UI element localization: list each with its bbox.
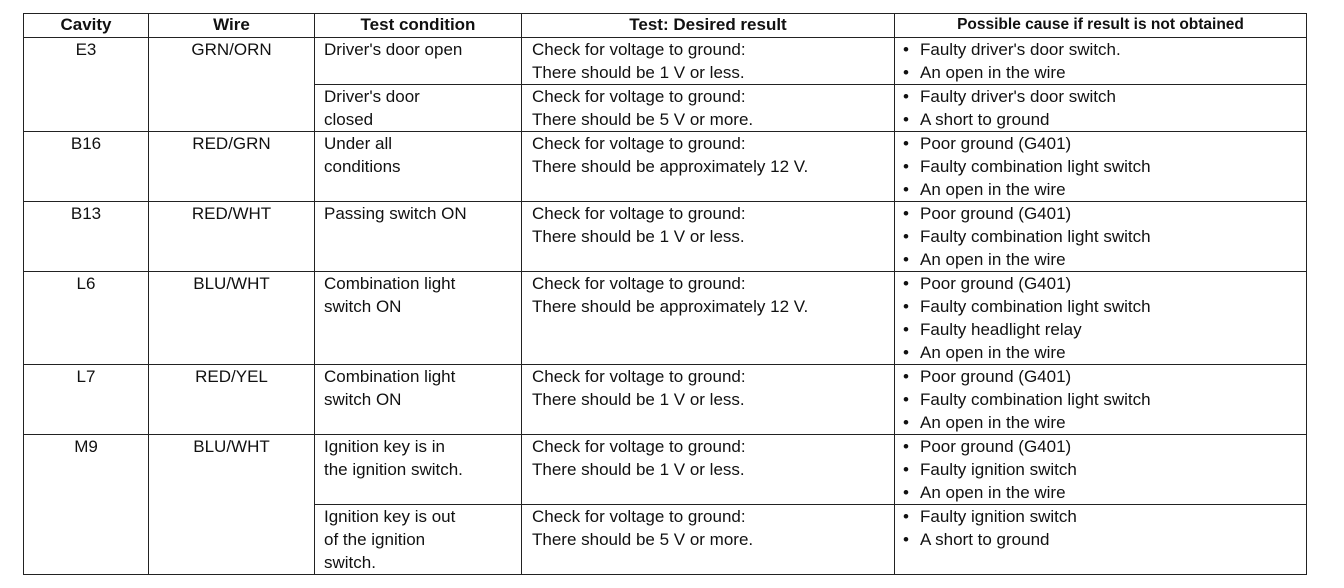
cause-list-item [903,155,1306,178]
bullet-icon: • [903,250,909,269]
bullet-icon: • [903,507,909,526]
bullet-icon: • [903,530,909,549]
test-condition-cell [315,132,522,202]
cause-list-item [903,85,1306,108]
cause-text: A short to ground [920,110,1050,129]
desired-result-cell [522,38,895,85]
wire-value: BLU/WHT [193,437,270,456]
desired-result-line: There should be 1 V or less. [532,63,745,82]
desired-result-cell [522,202,895,272]
cause-list-item [903,411,1306,434]
bullet-icon: • [903,110,909,129]
test-condition-line: Combination light [324,274,456,293]
diagnostic-table [23,13,1307,575]
cause-text: Faulty combination light switch [920,390,1151,409]
cause-list-item [903,365,1306,388]
cavity-value: M9 [74,437,98,456]
cause-list-item [903,225,1306,248]
bullet-icon: • [903,227,909,246]
cause-list-item [903,248,1306,271]
desired-result-cell [522,272,895,365]
bullet-icon: • [903,320,909,339]
possible-cause-cell [895,272,1307,365]
cavity-cell [24,132,149,202]
test-condition-line: switch ON [324,297,402,316]
table-row [24,435,1307,505]
wire-cell [149,435,315,575]
table-row [24,38,1307,85]
wire-value: GRN/ORN [191,40,272,59]
bullet-icon: • [903,157,909,176]
cavity-value: B13 [70,204,102,223]
cause-text: An open in the wire [920,180,1066,199]
possible-cause-cell [895,365,1307,435]
desired-result-line: Check for voltage to ground: [532,40,746,59]
cause-text: Faulty combination light switch [920,227,1151,246]
possible-cause-cell [895,85,1307,132]
header-wire: Wire [149,14,315,38]
test-condition-cell [315,365,522,435]
cause-text: Faulty ignition switch [920,507,1077,526]
bullet-icon: • [903,204,909,223]
cause-text: Poor ground (G401) [920,367,1072,386]
cause-list-item [903,108,1306,131]
cause-list-item [903,388,1306,411]
desired-result-cell [522,85,895,132]
cause-list-item [903,178,1306,201]
test-condition-cell [315,38,522,85]
bullet-icon: • [903,274,909,293]
wire-cell [149,202,315,272]
test-condition-line: the ignition switch. [324,460,463,479]
desired-result-cell [522,132,895,202]
cause-list-item [903,505,1306,528]
header-possible-cause: Possible cause if result is not obtained [895,14,1307,38]
cause-text: An open in the wire [920,483,1066,502]
possible-cause-cell [895,202,1307,272]
test-condition-line: switch ON [324,390,402,409]
test-condition-line: Driver's door open [324,40,463,59]
wire-cell [149,132,315,202]
bullet-icon: • [903,87,909,106]
cause-text: Faulty ignition switch [920,460,1077,479]
cause-list-item [903,61,1306,84]
cause-list-item [903,295,1306,318]
cavity-value: L6 [76,274,96,293]
table-body [24,38,1307,575]
desired-result-line: Check for voltage to ground: [532,507,746,526]
cavity-cell [24,435,149,575]
cause-text: Faulty driver's door switch. [920,40,1121,59]
desired-result-cell [522,435,895,505]
desired-result-cell [522,505,895,575]
cause-text: Poor ground (G401) [920,274,1072,293]
possible-cause-cell [895,505,1307,575]
cause-text: Poor ground (G401) [920,134,1072,153]
cavity-cell [24,202,149,272]
desired-result-line: Check for voltage to ground: [532,204,746,223]
possible-cause-cell [895,132,1307,202]
cause-text: A short to ground [920,530,1050,549]
wire-value: RED/WHT [191,204,272,223]
cause-list-item [903,435,1306,458]
bullet-icon: • [903,63,909,82]
header-test-condition: Test condition [315,14,522,38]
cause-list-item [903,458,1306,481]
test-condition-line: Combination light [324,367,456,386]
possible-cause-cell [895,38,1307,85]
wire-cell [149,272,315,365]
wire-cell [149,365,315,435]
cavity-value: E3 [75,40,97,59]
desired-result-line: There should be 1 V or less. [532,460,745,479]
desired-result-line: There should be approximately 12 V. [532,157,809,176]
table-row [24,132,1307,202]
desired-result-cell [522,365,895,435]
desired-result-line: There should be 1 V or less. [532,227,745,246]
wire-value: RED/GRN [192,134,271,153]
bullet-icon: • [903,297,909,316]
table-row [24,365,1307,435]
cause-text: An open in the wire [920,413,1066,432]
cavity-value: L7 [76,367,96,386]
test-condition-line: Passing switch ON [324,204,467,223]
test-condition-cell [315,505,522,575]
desired-result-line: Check for voltage to ground: [532,134,746,153]
bullet-icon: • [903,40,909,59]
table-row [24,272,1307,365]
test-condition-line: of the ignition [324,530,426,549]
bullet-icon: • [903,134,909,153]
bullet-icon: • [903,343,909,362]
cavity-cell [24,365,149,435]
desired-result-line: Check for voltage to ground: [532,87,746,106]
wire-value: RED/YEL [195,367,268,386]
cause-list-item [903,272,1306,295]
possible-cause-cell [895,435,1307,505]
cause-text: An open in the wire [920,250,1066,269]
test-condition-cell [315,272,522,365]
cause-text: Poor ground (G401) [920,437,1072,456]
test-condition-line: Under all [324,134,393,153]
cause-text: Faulty combination light switch [920,157,1151,176]
table-row [24,202,1307,272]
header-row [24,14,1307,38]
cause-list-item [903,481,1306,504]
test-condition-cell [315,435,522,505]
test-condition-line: conditions [324,157,401,176]
cause-list-item [903,341,1306,364]
test-condition-cell [315,202,522,272]
wire-cell [149,38,315,132]
desired-result-line: Check for voltage to ground: [532,367,746,386]
desired-result-line: There should be 5 V or more. [532,110,754,129]
test-condition-line: Ignition key is in [324,437,445,456]
bullet-icon: • [903,413,909,432]
desired-result-line: There should be 5 V or more. [532,530,754,549]
header-cavity: Cavity [24,14,149,38]
cavity-value: B16 [70,134,102,153]
cause-text: Poor ground (G401) [920,204,1072,223]
cause-text: Faulty combination light switch [920,297,1151,316]
test-condition-line: switch. [324,553,376,572]
cause-text: Faulty headlight relay [920,320,1082,339]
bullet-icon: • [903,367,909,386]
test-condition-line: closed [324,110,374,129]
desired-result-line: There should be approximately 12 V. [532,297,809,316]
desired-result-line: Check for voltage to ground: [532,437,746,456]
cause-list-item [903,132,1306,155]
cavity-cell [24,38,149,132]
cause-list-item [903,38,1306,61]
bullet-icon: • [903,180,909,199]
bullet-icon: • [903,390,909,409]
cause-text: An open in the wire [920,343,1066,362]
test-condition-cell [315,85,522,132]
header-desired-result: Test: Desired result [522,14,895,38]
cause-list-item [903,528,1306,551]
test-condition-line: Driver's door [324,87,420,106]
desired-result-line: There should be 1 V or less. [532,390,745,409]
cause-list-item [903,202,1306,225]
bullet-icon: • [903,437,909,456]
cavity-cell [24,272,149,365]
test-condition-line: Ignition key is out [324,507,456,526]
cause-list-item [903,318,1306,341]
bullet-icon: • [903,483,909,502]
desired-result-line: Check for voltage to ground: [532,274,746,293]
cause-text: Faulty driver's door switch [920,87,1116,106]
wire-value: BLU/WHT [193,274,270,293]
cause-text: An open in the wire [920,63,1066,82]
bullet-icon: • [903,460,909,479]
